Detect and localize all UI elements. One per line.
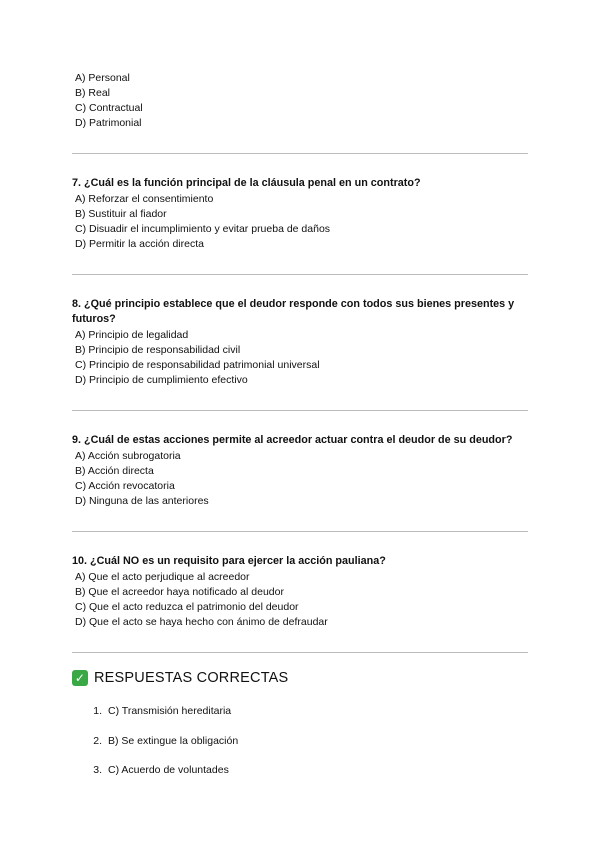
list-number: 1. [93,705,102,717]
list-number: 3. [93,764,102,776]
answer-text: B) Se extingue la obligación [108,734,239,747]
option-c: C) Contractual [75,102,143,114]
option-c: C) Acción revocatoria [75,480,175,492]
question-title: 8. ¿Qué principio establece que el deudor responde con todos sus bienes presentes y futuros? [72,298,515,325]
option-d: D) Ninguna de las anteriores [75,495,209,507]
option-d: D) Principio de cumplimiento efectivo [75,374,248,386]
option-d: D) Patrimonial [75,117,142,129]
option-a: A) Acción subrogatoria [75,450,181,462]
question-9 [72,433,528,509]
option-d: D) Que el acto se haya hecho con ánimo de defraudar [75,616,328,628]
option-b: B) Real [75,87,111,99]
answer-text: C) Acuerdo de voluntades [108,764,229,776]
separator [72,652,528,653]
answer-text: C) Transmisión hereditaria [108,705,232,717]
option-b: B) Principio de responsabilidad civil [75,344,241,356]
list-item [72,734,528,764]
question-6-options [72,71,528,131]
answers-heading-text: RESPUESTAS CORRECTAS [94,670,289,686]
option-c: C) Principio de responsabilidad patrimonial universal [75,359,320,371]
question-8 [72,297,528,388]
list-item [72,763,528,793]
option-b: B) Que el acreedor haya notificado al deudor [75,586,284,598]
answers-list [72,704,528,793]
question-7 [72,176,528,252]
list-item [72,704,528,734]
option-a: A) Que el acto perjudique al acreedor [75,571,250,583]
check-mark-icon: ✓ [72,670,88,686]
list-number: 2. [93,734,102,747]
question-title: 10. ¿Cuál NO es un requisito para ejercer la acción pauliana? [72,555,386,567]
question-title: 7. ¿Cuál es la función principal de la cláusula penal en un contrato? [72,177,421,189]
option-d: D) Permitir la acción directa [75,238,204,250]
option-a: A) Reforzar el consentimiento [75,193,214,205]
answers-heading [72,670,528,686]
option-c: C) Que el acto reduzca el patrimonio del deudor [75,601,299,613]
option-a: A) Principio de legalidad [75,329,189,341]
option-c: C) Disuadir el incumplimiento y evitar prueba de daños [75,223,331,235]
question-10 [72,554,528,630]
option-a: A) Personal [75,72,130,84]
option-b: B) Sustituir al fiador [75,208,167,220]
document-content [72,71,528,793]
option-b: B) Acción directa [75,465,154,477]
question-title: 9. ¿Cuál de estas acciones permite al acreedor actuar contra el deudor de su deudor? [72,434,513,446]
